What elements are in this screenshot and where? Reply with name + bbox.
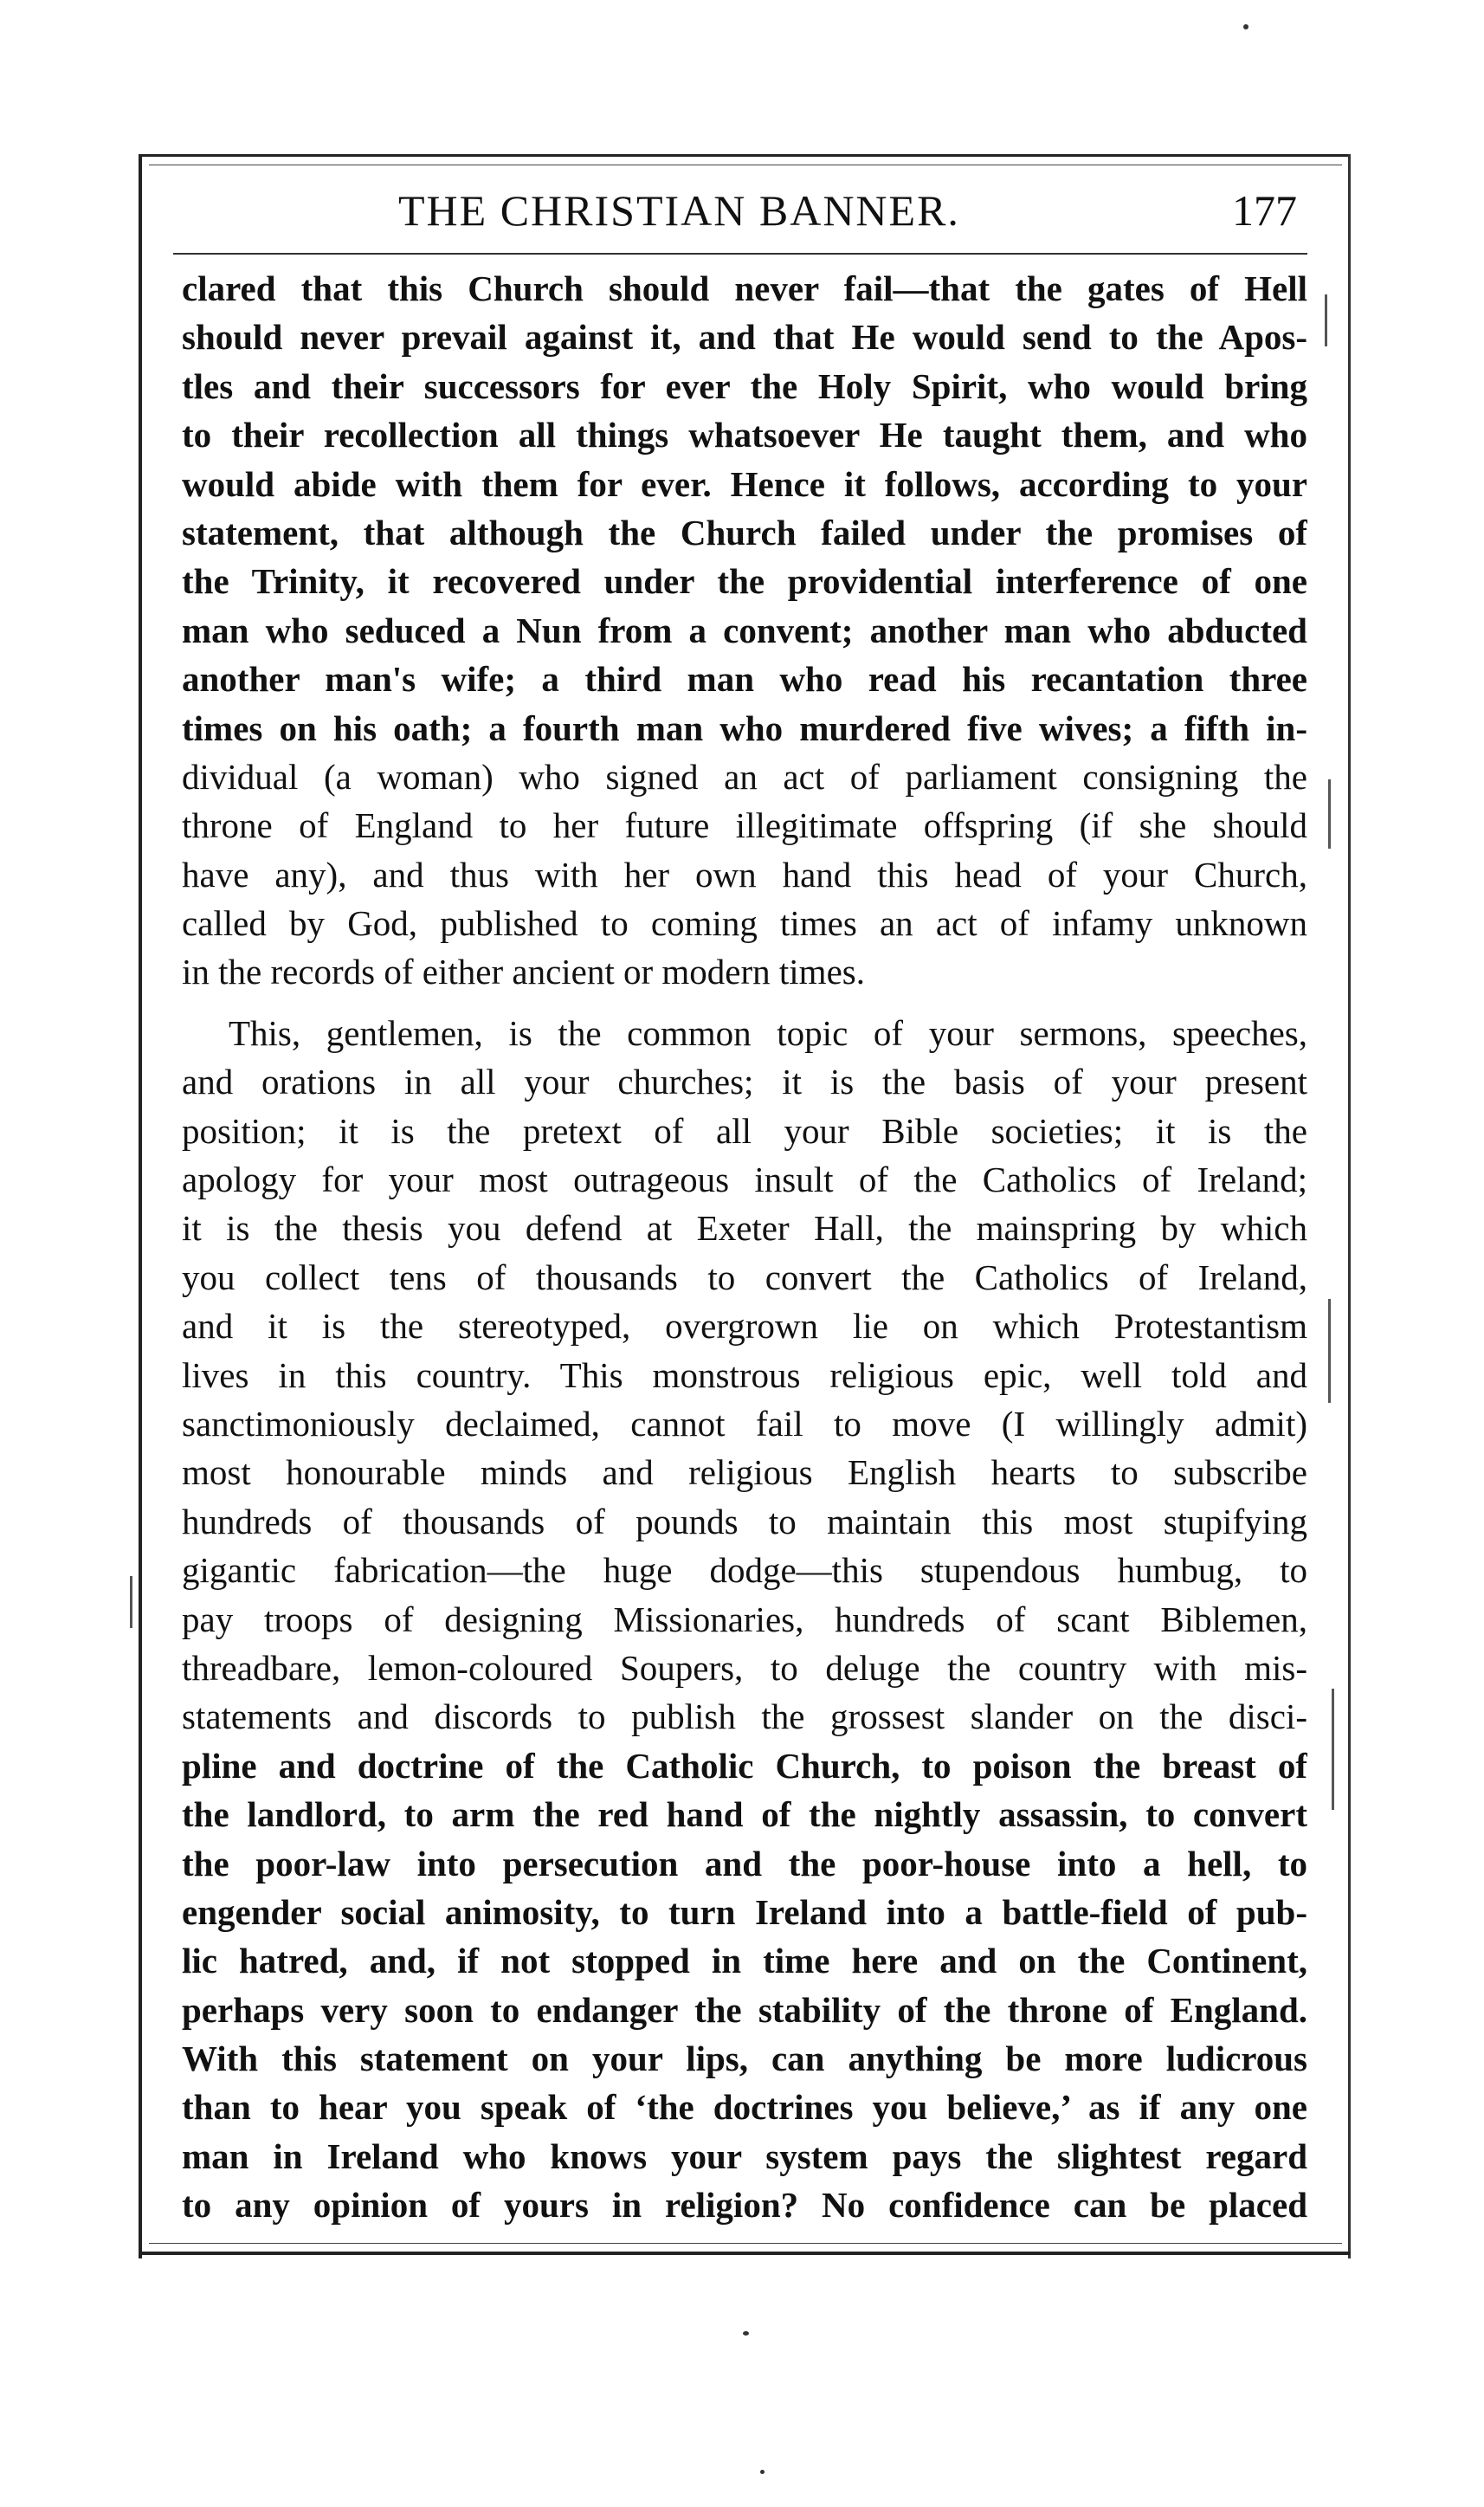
page-header	[173, 185, 1307, 246]
text-line: have any), and thus with her own hand this head of your Church,	[182, 854, 1307, 895]
text-line: called by God, published to coming times an act of infamy unknown	[182, 903, 1307, 944]
text-line: statements and discords to publish the grossest slander on the disci-	[182, 1696, 1307, 1737]
text-line: you collect tens of thousands to convert the Catholics of Ireland,	[182, 1257, 1307, 1297]
text-line: tles and their successors for ever the Holy Spirit, who would bring	[182, 365, 1307, 406]
scan-speck	[1243, 24, 1248, 29]
text-line: in the records of either ancient or modern times.	[182, 952, 865, 992]
text-line: throne of England to her future illegitimate offspring (if she should	[182, 805, 1307, 846]
text-line: This, gentlemen, is the common topic of your sermons, speeches,	[229, 1012, 1307, 1053]
text-line: man who seduced a Nun from a convent; another man who abducted	[182, 610, 1307, 650]
text-line: another man's wife; a third man who read his recantation three	[182, 659, 1307, 700]
text-line: sanctimoniously declaimed, cannot fail to move (I willingly admit)	[182, 1403, 1307, 1444]
running-title: THE CHRISTIAN BANNER.	[398, 186, 960, 235]
text-line: pline and doctrine of the Catholic Church, to poison the breast of	[182, 1745, 1307, 1786]
text-line: clared that this Church should never fail—that the gates of Hell	[182, 268, 1307, 308]
text-line: gigantic fabrication—the huge dodge—this stupendous humbug, to	[182, 1550, 1307, 1591]
edge-mark	[1328, 779, 1331, 849]
text-line: With this statement on your lips, can anything be more ludicrous	[182, 2039, 1307, 2079]
text-line: than to hear you speak of ‘the doctrines you believe,’ as if any one	[182, 2087, 1307, 2128]
edge-mark	[1332, 1689, 1334, 1810]
scan-speck	[743, 2331, 749, 2336]
text-line: dividual (a woman) who signed an act of parliament consigning the	[182, 756, 1307, 797]
text-line: pay troops of designing Missionaries, hundreds of scant Biblemen,	[182, 1599, 1307, 1639]
text-line: statement, that although the Church failed under the promises of	[182, 512, 1307, 552]
text-line: should never prevail against it, and that He would send to the Apos-	[182, 317, 1307, 358]
paragraph-2	[182, 1009, 1307, 2230]
text-line: most honourable minds and religious English hearts to subscribe	[182, 1452, 1307, 1493]
text-line: lic hatred, and, if not stopped in time here and on the Continent,	[182, 1941, 1307, 1981]
paragraph-gap	[182, 997, 1307, 1009]
text-line: and orations in all your churches; it is the basis of your present	[182, 1062, 1307, 1102]
edge-mark	[130, 1576, 132, 1628]
text-line: the poor-law into persecution and the poor-house into a hell, to	[182, 1843, 1307, 1883]
text-line: and it is the stereotyped, overgrown lie on which Protestantism	[182, 1306, 1307, 1347]
text-line: to any opinion of yours in religion? No confidence can be placed	[182, 2185, 1307, 2226]
text-line: apology for your most outrageous insult of the Catholics of Ireland;	[182, 1160, 1307, 1200]
paragraph-1	[182, 264, 1307, 997]
text-line: hundreds of thousands of pounds to maintain this most stupifying	[182, 1501, 1307, 1541]
text-line: it is the thesis you defend at Exeter Hall, the mainspring by which	[182, 1208, 1307, 1249]
text-line: man in Ireland who knows your system pays the slightest regard	[182, 2135, 1307, 2176]
text-line: the landlord, to arm the red hand of the nightly assassin, to convert	[182, 1794, 1307, 1835]
text-line: times on his oath; a fourth man who murdered five wives; a fifth in-	[182, 708, 1307, 748]
edge-mark	[1325, 294, 1327, 346]
frame-bottom-rule-inner	[149, 2243, 1342, 2244]
edge-mark	[1328, 1299, 1331, 1403]
text-line: to their recollection all things whatsoever He taught them, and who	[182, 415, 1307, 456]
text-line: would abide with them for ever. Hence it follows, according to your	[182, 463, 1307, 504]
text-line: threadbare, lemon-coloured Soupers, to deluge the country with mis-	[182, 1647, 1307, 1688]
page-number: 177	[1232, 186, 1297, 235]
text-line: position; it is the pretext of all your Bible societies; it is the	[182, 1110, 1307, 1151]
frame-bottom-rule	[139, 2252, 1351, 2255]
body-text	[182, 264, 1307, 2230]
header-rule	[173, 253, 1307, 255]
text-line: the Trinity, it recovered under the providential interference of one	[182, 561, 1307, 602]
text-line: lives in this country. This monstrous religious epic, well told and	[182, 1354, 1307, 1395]
scan-speck	[760, 2470, 765, 2474]
text-line: perhaps very soon to endanger the stability of the throne of England.	[182, 1989, 1307, 2030]
text-line: engender social animosity, to turn Ireland into a battle-field of pub-	[182, 1891, 1307, 1932]
